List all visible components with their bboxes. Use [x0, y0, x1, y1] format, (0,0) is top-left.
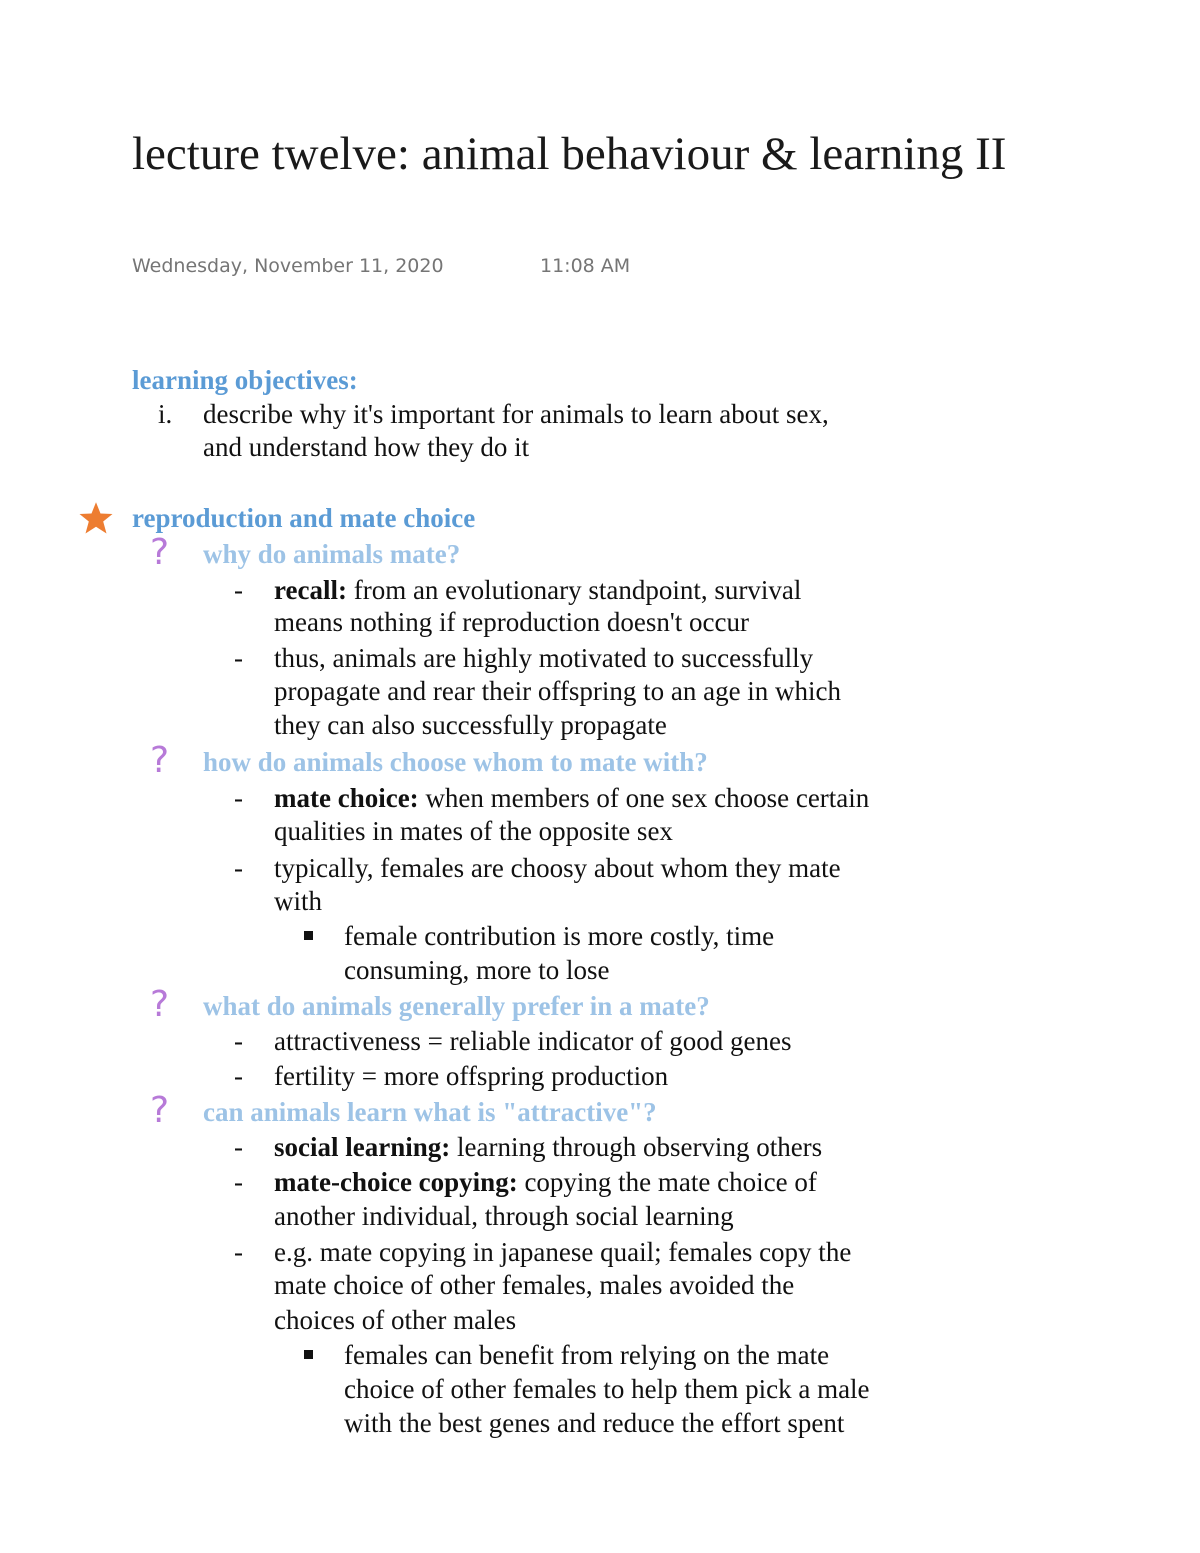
bullet-text: qualities in mates of the opposite sex: [274, 816, 673, 846]
question-heading: how do animals choose whom to mate with?: [203, 747, 708, 777]
star-icon: [78, 500, 114, 536]
bullet-square: [304, 1350, 313, 1359]
bullet-dash: -: [234, 1132, 243, 1162]
question-mark-icon: ?: [150, 740, 170, 781]
bullet-text: choices of other males: [274, 1305, 517, 1335]
objective-marker: i.: [158, 399, 173, 429]
bullet-dash: -: [234, 1237, 243, 1267]
question-heading: can animals learn what is "attractive"?: [203, 1097, 657, 1127]
bullet-dash: -: [234, 853, 243, 883]
bullet-text: with: [274, 886, 323, 916]
question-mark-icon: ?: [150, 984, 170, 1025]
bullet-text: e.g. mate copying in japanese quail; females copy the: [274, 1237, 852, 1267]
bullet-text: social learning: learning through observing others: [274, 1132, 823, 1162]
sub-bullet-text: females can benefit from relying on the mate: [344, 1340, 830, 1370]
sub-bullet-text: choice of other females to help them pick a male: [344, 1374, 870, 1404]
question-mark-icon: ?: [150, 532, 170, 573]
bullet-text: mate choice: when members of one sex choose certain: [274, 783, 870, 813]
bullet-dash: -: [234, 1167, 243, 1197]
question-mark-icon: ?: [150, 1090, 170, 1131]
page-meta: [132, 255, 631, 277]
page-title: lecture twelve: animal behaviour & learning II: [132, 128, 1007, 180]
bullet-dash: -: [234, 575, 243, 605]
objective-text: and understand how they do it: [203, 432, 530, 462]
objective-text: describe why it's important for animals to learn about sex,: [203, 399, 829, 429]
section-heading: reproduction and mate choice: [132, 503, 476, 533]
bullet-dash: -: [234, 1061, 243, 1091]
bullet-text: means nothing if reproduction doesn't occur: [274, 607, 749, 637]
bullet-dash: -: [234, 643, 243, 673]
sub-bullet-text: female contribution is more costly, time: [344, 921, 775, 951]
objectives-heading: learning objectives:: [132, 365, 358, 395]
bullet-text: propagate and rear their offspring to an age in which: [274, 676, 842, 706]
bullet-text: thus, animals are highly motivated to successfully: [274, 643, 814, 673]
bullet-dash: -: [234, 783, 243, 813]
bullet-text: attractiveness = reliable indicator of good genes: [274, 1026, 792, 1056]
page-time: 11:08 AM: [540, 255, 631, 277]
bullet-text: mate choice of other females, males avoided the: [274, 1270, 795, 1300]
question-heading: what do animals generally prefer in a mate?: [203, 991, 710, 1021]
bullet-text: another individual, through social learning: [274, 1201, 734, 1231]
bullet-text: fertility = more offspring production: [274, 1061, 669, 1091]
sub-bullet-text: consuming, more to lose: [344, 955, 610, 985]
bullet-text: recall: from an evolutionary standpoint, survival: [274, 575, 802, 605]
bullet-text: they can also successfully propagate: [274, 710, 667, 740]
bullet-square: [304, 931, 313, 940]
bullet-text: mate-choice copying: copying the mate choice of: [274, 1167, 817, 1197]
bullet-text: typically, females are choosy about whom they mate: [274, 853, 841, 883]
question-heading: why do animals mate?: [203, 539, 461, 569]
page-date: Wednesday, November 11, 2020: [132, 255, 444, 277]
sub-bullet-text: with the best genes and reduce the effort spent: [344, 1408, 845, 1438]
bullet-dash: -: [234, 1026, 243, 1056]
